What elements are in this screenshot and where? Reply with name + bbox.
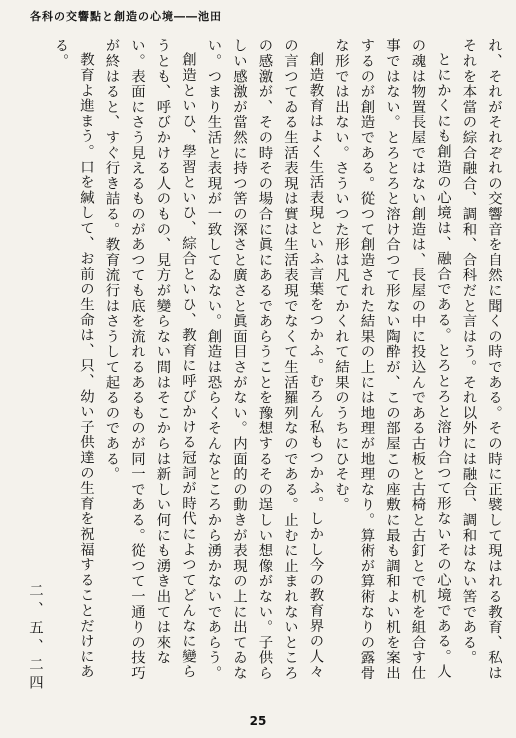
line: 融合、調和、合科だと言はう。それ以外には融合、調和はない筈である。 xyxy=(460,160,477,666)
page-number: 25 xyxy=(249,714,267,728)
paragraph-5 xyxy=(47,38,98,693)
paragraph-2 xyxy=(328,38,456,693)
line: あるであらうことを豫想するその逞しい想像がない。子供らしい感激が當然に持つ筈の深さと廣さと眞面目さが xyxy=(231,38,273,681)
running-header: 各科の交響點と創造の心境――池田 xyxy=(30,10,222,23)
line: から湧かないであらう。 xyxy=(205,512,222,681)
line: 底を流れるあるものが同一である。從つて一通りの技巧が終はると、すぐ行き詰る。教育流行はさうして起るの xyxy=(103,38,145,681)
line: である。 xyxy=(103,420,120,482)
date-line xyxy=(22,38,47,693)
line: ない。内面的の動きが表現の上に出てゐない。つまり生活と表現が一致してゐない。創造は恐らくそんなところ xyxy=(205,38,247,681)
line: る人のもの、見方が變らない間はそこからは新しい何にも湧き出ては來ない。表面にさう見えるものがあつても xyxy=(129,38,171,666)
line: 形ない陶酔が、この部屋この座敷に最も調和よい机を案出するのが創造である。從つて創造された結果の上には xyxy=(358,38,400,681)
line: はない創造は、長屋の中に投込んである古板と古椅と古釘とで机を組合す仕事ではない。とろとろと溶け合つて xyxy=(384,38,426,681)
line: 教育よ進まう。口を緘して、お前の生命は、只、幼い子供達の生育を祝福することだけにある。 xyxy=(52,38,94,680)
paragraph-1 xyxy=(455,38,506,693)
paragraph-4 xyxy=(98,38,200,693)
line: 表現は實は生活表現でなくて生活羅列なのである。止むに止まれないところの感激が、その時その場合に眞に xyxy=(256,38,298,681)
date: 二、五、二四 xyxy=(27,582,43,693)
line: とにかくにも創造の心境は、融合である。とろとろと溶け合つて形ないその心境である。人の魂は物置長屋で xyxy=(409,38,451,680)
line: れ、それがそれぞれの交響音を自然に聞くの時である。その時に正襞して現はれる教育、私はそれを本當の綜合 xyxy=(460,38,502,681)
line: 創造教育はよく生活表現といふ言葉をつかふ。むろん私もつかふ。しかし今の教育界の人々の言つてゐる生活 xyxy=(282,38,324,680)
body-text xyxy=(22,38,506,693)
paragraph-3 xyxy=(200,38,328,693)
line: 地理が地理なり。算術が算術なりの露骨な形では出ない。さういつた形は凡てかくれて結果のうちにひそむ。 xyxy=(333,38,375,681)
line: 創造といひ、學習といひ、綜合といひ、教育に呼びかける冠詞が時代によつてどんなに變らうとも、呼びかけ xyxy=(154,38,196,680)
